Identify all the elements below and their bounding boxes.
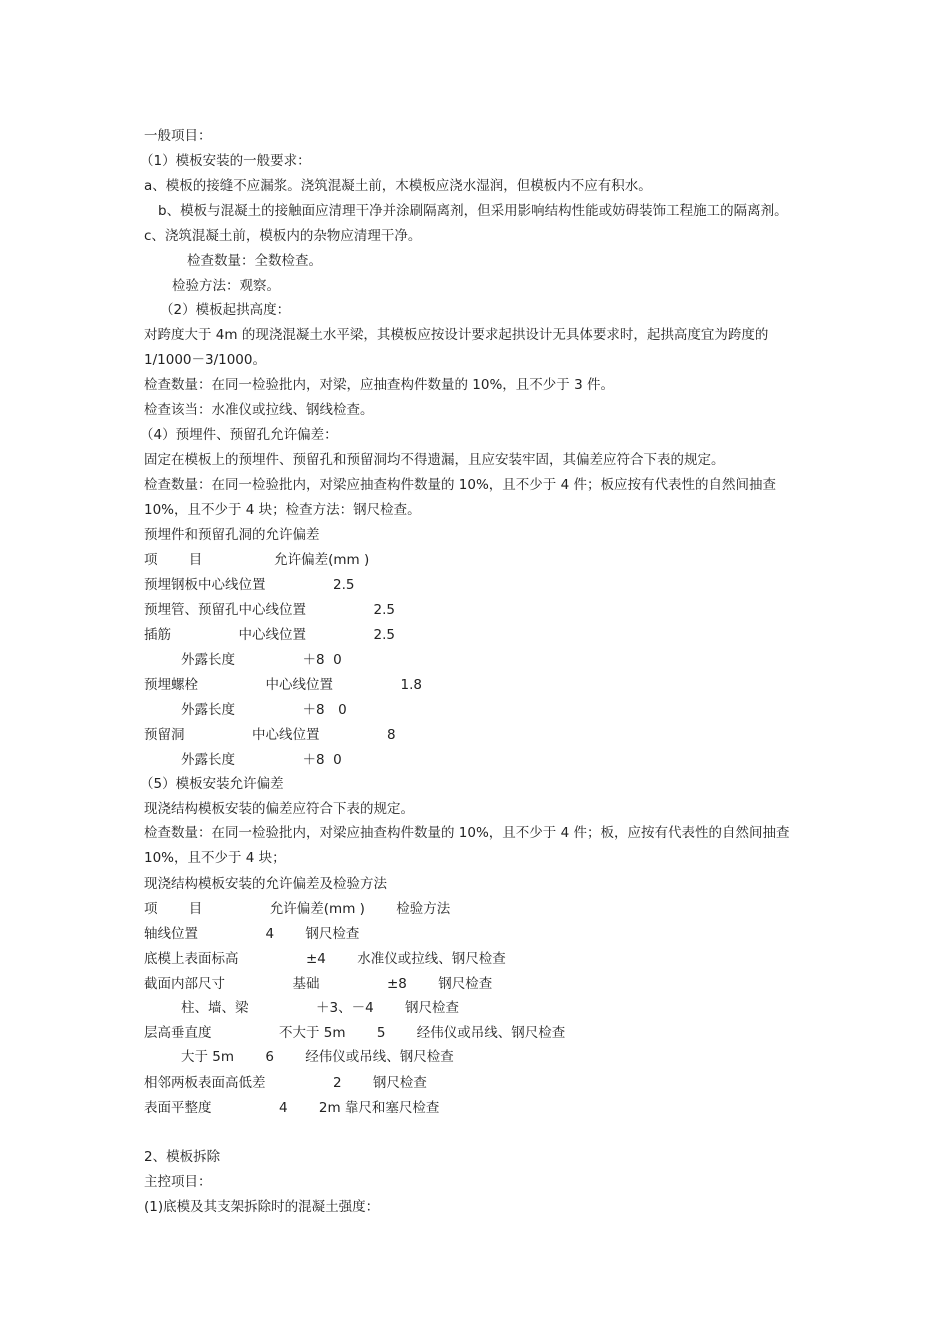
doc-line-31: 现浇结构模板安装的允许偏差及检验方法: [144, 876, 387, 892]
doc-line-42: 主控项目：: [144, 1174, 212, 1190]
doc-line-36: 柱、墙、梁 ＋3、－4 钢尺检查: [181, 1000, 459, 1016]
doc-line-19: 预埋钢板中心线位置 2.5: [144, 577, 355, 593]
doc-line-6: 检查数量：全数检查。: [187, 253, 322, 269]
doc-line-7: 检验方法：观察。: [172, 278, 280, 294]
doc-line-16: 10%，且不少于 4 块；检查方法：钢尺检查。: [144, 502, 421, 518]
doc-line-14: 固定在模板上的预埋件、预留孔和预留洞均不得遗漏，且应安装牢固，其偏差应符合下表的规定。: [144, 452, 725, 468]
doc-line-25: 预留洞 中心线位置 8: [144, 727, 396, 743]
doc-line-1: 一般项目：: [144, 128, 212, 144]
doc-line-22: 外露长度 ＋8 0: [181, 652, 342, 668]
doc-line-18: 项 目 允许偏差(mm ): [144, 552, 370, 568]
doc-line-23: 预埋螺栓 中心线位置 1.8: [144, 677, 422, 693]
doc-line-20: 预埋管、预留孔中心线位置 2.5: [144, 602, 395, 618]
doc-line-28: 现浇结构模板安装的偏差应符合下表的规定。: [144, 801, 414, 817]
doc-line-37: 层高垂直度 不大于 5m 5 经伟仪或吊线、钢尺检查: [144, 1025, 566, 1041]
doc-line-40: 表面平整度 4 2m 靠尺和塞尺检查: [144, 1100, 440, 1116]
doc-line-12: 检查该当：水准仪或拉线、钢线检查。: [144, 402, 374, 418]
doc-line-21: 插筋 中心线位置 2.5: [144, 627, 395, 643]
doc-line-43: (1)底模及其支架拆除时的混凝土强度：: [144, 1199, 380, 1215]
doc-line-34: 底模上表面标高 ±4 水准仪或拉线、钢尺检查: [144, 951, 506, 967]
doc-line-29: 检查数量：在同一检验批内，对梁应抽查构件数量的 10%，且不少于 4 件；板，应按有代表性的自然间抽查: [144, 825, 790, 841]
doc-line-15: 检查数量：在同一检验批内，对梁应抽查构件数量的 10%，且不少于 4 件；板应按有代表性的自然间抽查: [144, 477, 776, 493]
doc-line-4: b、模板与混凝土的接触面应清理干净并涂刷隔离剂，但采用影响结构性能或妨碍装饰工程施工的隔离剂。: [158, 203, 788, 219]
doc-line-17: 预埋件和预留孔洞的允许偏差: [144, 527, 320, 543]
doc-line-39: 相邻两板表面高低差 2 钢尺检查: [144, 1075, 427, 1091]
doc-line-27: （5）模板安装允许偏差: [140, 776, 284, 792]
doc-line-11: 检查数量：在同一检验批内，对梁，应抽查构件数量的 10%，且不少于 3 件。: [144, 377, 614, 393]
doc-line-10: 1/1000－3/1000。: [144, 352, 266, 368]
doc-line-33: 轴线位置 4 钢尺检查: [144, 926, 360, 942]
doc-line-2: （1）模板安装的一般要求：: [140, 153, 311, 169]
doc-line-30: 10%，且不少于 4 块；: [144, 850, 286, 866]
doc-line-41: 2、模板拆除: [144, 1149, 221, 1165]
doc-line-5: c、浇筑混凝土前，模板内的杂物应清理干净。: [144, 228, 422, 244]
doc-line-8: （2）模板起拱高度：: [160, 302, 291, 318]
doc-line-24: 外露长度 ＋8 0: [181, 702, 347, 718]
doc-line-13: （4）预埋件、预留孔允许偏差：: [140, 427, 338, 443]
doc-line-26: 外露长度 ＋8 0: [181, 752, 342, 768]
doc-line-3: a、模板的接缝不应漏浆。浇筑混凝土前，木模板应浇水湿润，但模板内不应有积水。: [144, 178, 652, 194]
doc-line-38: 大于 5m 6 经伟仪或吊线、钢尺检查: [181, 1049, 454, 1065]
doc-line-9: 对跨度大于 4m 的现浇混凝土水平梁，其模板应按设计要求起拱设计无具体要求时，起拱高度宜为跨度的: [144, 327, 769, 343]
doc-line-32: 项 目 允许偏差(mm ) 检验方法: [144, 901, 451, 917]
doc-line-35: 截面内部尺寸 基础 ±8 钢尺检查: [144, 976, 493, 992]
